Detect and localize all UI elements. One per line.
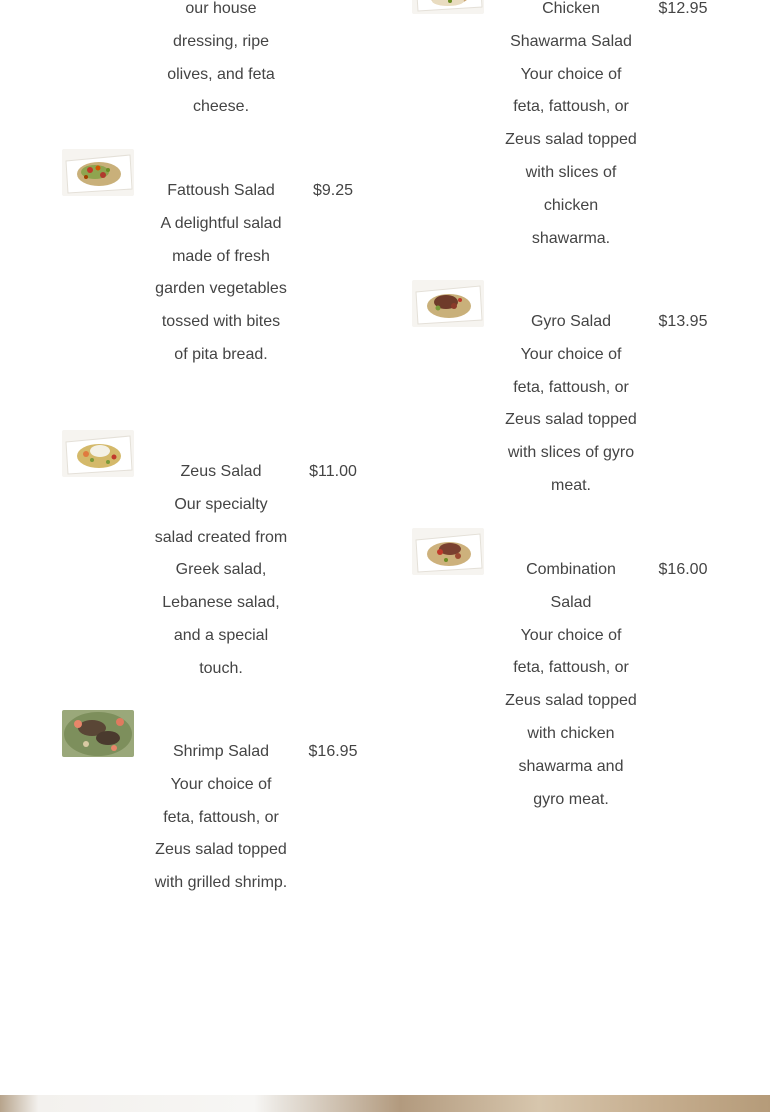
menu-item-text [154, 175, 288, 372]
menu-item-price: $16.00 [658, 561, 708, 578]
menu-item-price: $16.95 [308, 743, 358, 760]
salad-photo-icon[interactable] [62, 149, 134, 196]
menu-item-name: Combination Salad [526, 561, 616, 611]
salad-photo-icon[interactable] [412, 528, 484, 575]
menu-item-text [504, 0, 638, 255]
menu-item-name: Zeus Salad [180, 463, 262, 480]
salad-photo-icon[interactable] [62, 430, 134, 477]
menu-item-price: $13.95 [658, 313, 708, 330]
menu-item-text [504, 554, 638, 816]
menu-item-description: Our specialty salad created from Greek salad, Lebanese salad, and a special touch. [154, 495, 288, 677]
menu-item-description: Your choice of feta, fattoush, or Zeus salad topped with slices of chicken shawarma. [505, 65, 637, 247]
menu-item-price: $12.95 [658, 0, 708, 17]
footer-banner-image [0, 1095, 770, 1112]
menu-item-description: our house dressing, ripe olives, and feta cheese. [167, 0, 275, 116]
menu-item-description: A delightful salad made of fresh garden vegetables tossed with bites of pita bread. [155, 214, 287, 363]
menu-item-name: Shrimp Salad [172, 743, 270, 760]
menu-item-description: Your choice of feta, fattoush, or Zeus salad topped with chicken shawarma and gyro meat. [505, 626, 637, 808]
menu-item-text [154, 736, 288, 900]
menu-item-text [504, 306, 638, 503]
menu-item-name: Chicken Shawarma Salad [510, 0, 632, 50]
salad-photo-icon[interactable] [412, 280, 484, 327]
salad-photo-icon[interactable] [62, 710, 134, 757]
menu-item-text [154, 456, 288, 686]
menu-item-text [154, 0, 288, 124]
menu-item-price: $9.25 [312, 182, 354, 199]
menu-item-name: Gyro Salad [530, 313, 612, 330]
menu-item-description: Your choice of feta, fattoush, or Zeus salad topped with slices of gyro meat. [505, 345, 637, 494]
menu-item-description: Your choice of feta, fattoush, or Zeus salad topped with grilled shrimp. [154, 775, 288, 892]
salad-photo-icon[interactable] [412, 0, 484, 14]
menu-item-name: Fattoush Salad [167, 182, 275, 199]
menu-item-price: $11.00 [309, 463, 357, 480]
